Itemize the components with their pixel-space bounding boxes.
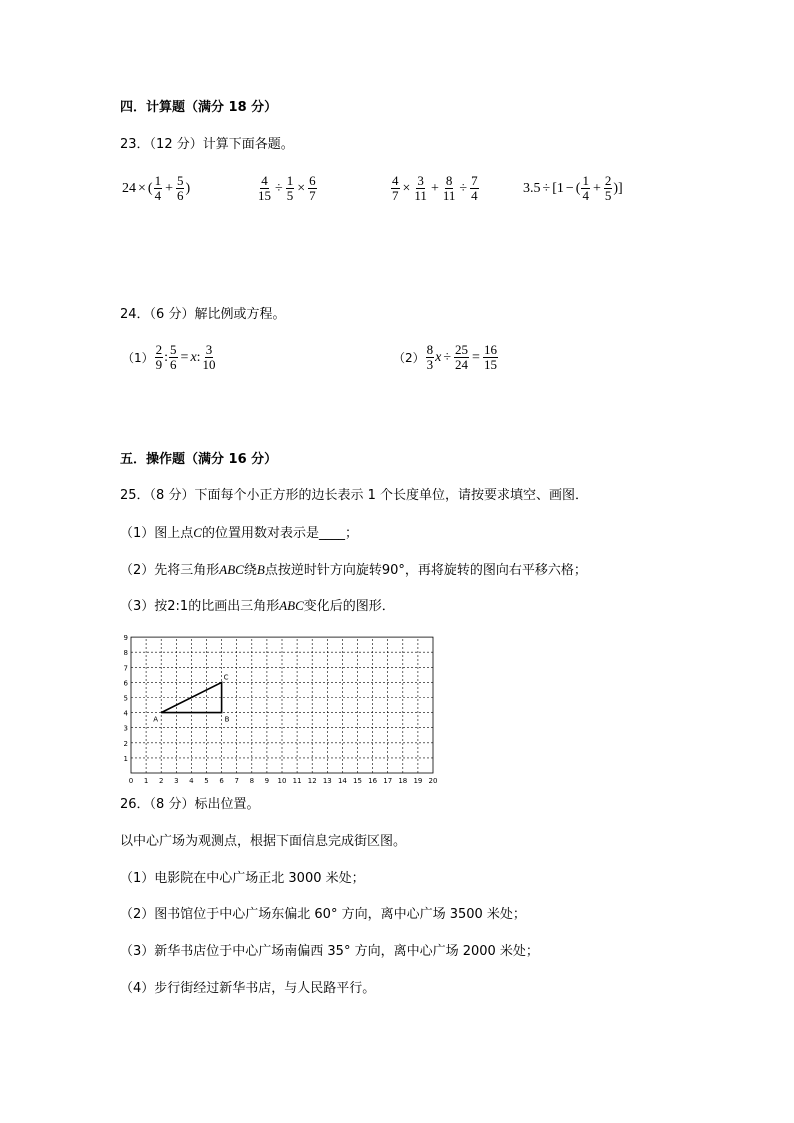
y-tick-label: 1: [123, 754, 128, 763]
y-tick-label: 2: [123, 739, 128, 748]
point-c-label: C: [223, 673, 229, 682]
point-b-label: B: [224, 715, 230, 724]
q23-expression-4: 3.5 ÷ [1 − ( $\frac{1}{4}$ + $\frac{2}{5}$ )]: [523, 173, 623, 203]
q26-item-2: （2）图书馆位于中心广场东偏北 60° 方向，离中心广场 3500 米处；: [120, 907, 526, 922]
x-tick-label: 4: [189, 777, 194, 785]
q23-expression-1: 24 × ( $\frac{1}{4}$ + $\frac{5}{6}$ ): [122, 173, 191, 203]
grid-ticks: [124, 634, 438, 785]
x-tick-label: 2: [158, 777, 164, 785]
x-tick-label: 1: [143, 777, 149, 785]
q23-expression-2: $\frac{4}{15}$ ÷ $\frac{1}{5}$ × $\frac{6}{7}$: [258, 173, 316, 203]
q26-intro: 以中心广场为观测点，根据下面信息完成街区图。: [120, 834, 407, 849]
x-tick-label: 3: [174, 777, 179, 785]
q25-subquestion-2: （2）先将三角形ABC绕B点按逆时针方向旋转90°，再将旋转的图向右平移六格；: [120, 562, 587, 578]
y-tick-label: 4: [123, 709, 128, 718]
y-tick-label: 8: [123, 649, 128, 658]
q23-expression-3: $\frac{4}{7}$ × $\frac{3}{11}$ + $\frac{8}{11}$ ÷ $\frac{7}{4}$: [392, 173, 478, 203]
section-4-heading: 四．计算题（满分 18 分）: [120, 100, 278, 115]
question-23-stem: 23．（12 分）计算下面各题。: [120, 137, 294, 152]
q25-subquestion-1: （1）图上点C的位置用数对表示是____；: [120, 525, 358, 541]
question-26-stem: 26．（8 分）标出位置。: [120, 797, 260, 812]
q26-item-1: （1）电影院在中心广场正北 3000 米处；: [120, 871, 365, 886]
x-tick-label: 11: [292, 777, 302, 785]
x-tick-label: 20: [428, 777, 438, 785]
y-tick-label: 7: [123, 664, 128, 673]
x-tick-label: 8: [249, 777, 255, 785]
q24-part-2: （2） $\frac{8}{3}$ x ÷ $\frac{25}{24}$ = $\frac{16}{15}$: [393, 342, 497, 372]
y-tick-label: 6: [123, 679, 128, 688]
question-25-stem: 25．（8 分）下面每个小正方形的边长表示 1 个长度单位，请按要求填空、画图．: [120, 488, 588, 503]
x-tick-label: 18: [398, 777, 408, 785]
point-a-label: A: [153, 715, 158, 724]
section-5-heading: 五．操作题（满分 16 分）: [120, 452, 278, 467]
y-tick-label: 3: [123, 724, 128, 733]
x-tick-label: 15: [353, 777, 362, 785]
x-tick-label: 19: [413, 777, 423, 785]
x-tick-label: 12: [307, 777, 317, 785]
y-tick-label: 9: [123, 634, 128, 643]
coordinate-grid: [118, 630, 440, 786]
y-tick-label: 5: [123, 694, 128, 703]
x-tick-label: 13: [322, 777, 332, 785]
x-tick-label: 7: [234, 777, 239, 785]
x-tick-label: 6: [219, 777, 224, 785]
q26-item-3: （3）新华书店位于中心广场南偏西 35° 方向，离中心广场 2000 米处；: [120, 944, 539, 959]
x-tick-label: 10: [277, 777, 287, 785]
x-tick-label: 0: [128, 777, 134, 785]
x-tick-label: 17: [383, 777, 393, 785]
question-24-stem: 24．（6 分）解比例或方程。: [120, 307, 286, 322]
x-tick-label: 16: [368, 777, 378, 785]
x-tick-label: 14: [337, 777, 347, 785]
x-tick-label: 5: [204, 777, 209, 785]
x-tick-label: 9: [264, 777, 270, 785]
q26-item-4: （4）步行街经过新华书店，与人民路平行。: [120, 981, 376, 996]
q24-part-1: （1） $\frac{2}{9}$ : $\frac{5}{6}$ = x : $\frac{3}{10}$: [122, 342, 216, 372]
q25-subquestion-3: （3）按2:1的比画出三角形ABC变化后的图形．: [120, 598, 395, 614]
